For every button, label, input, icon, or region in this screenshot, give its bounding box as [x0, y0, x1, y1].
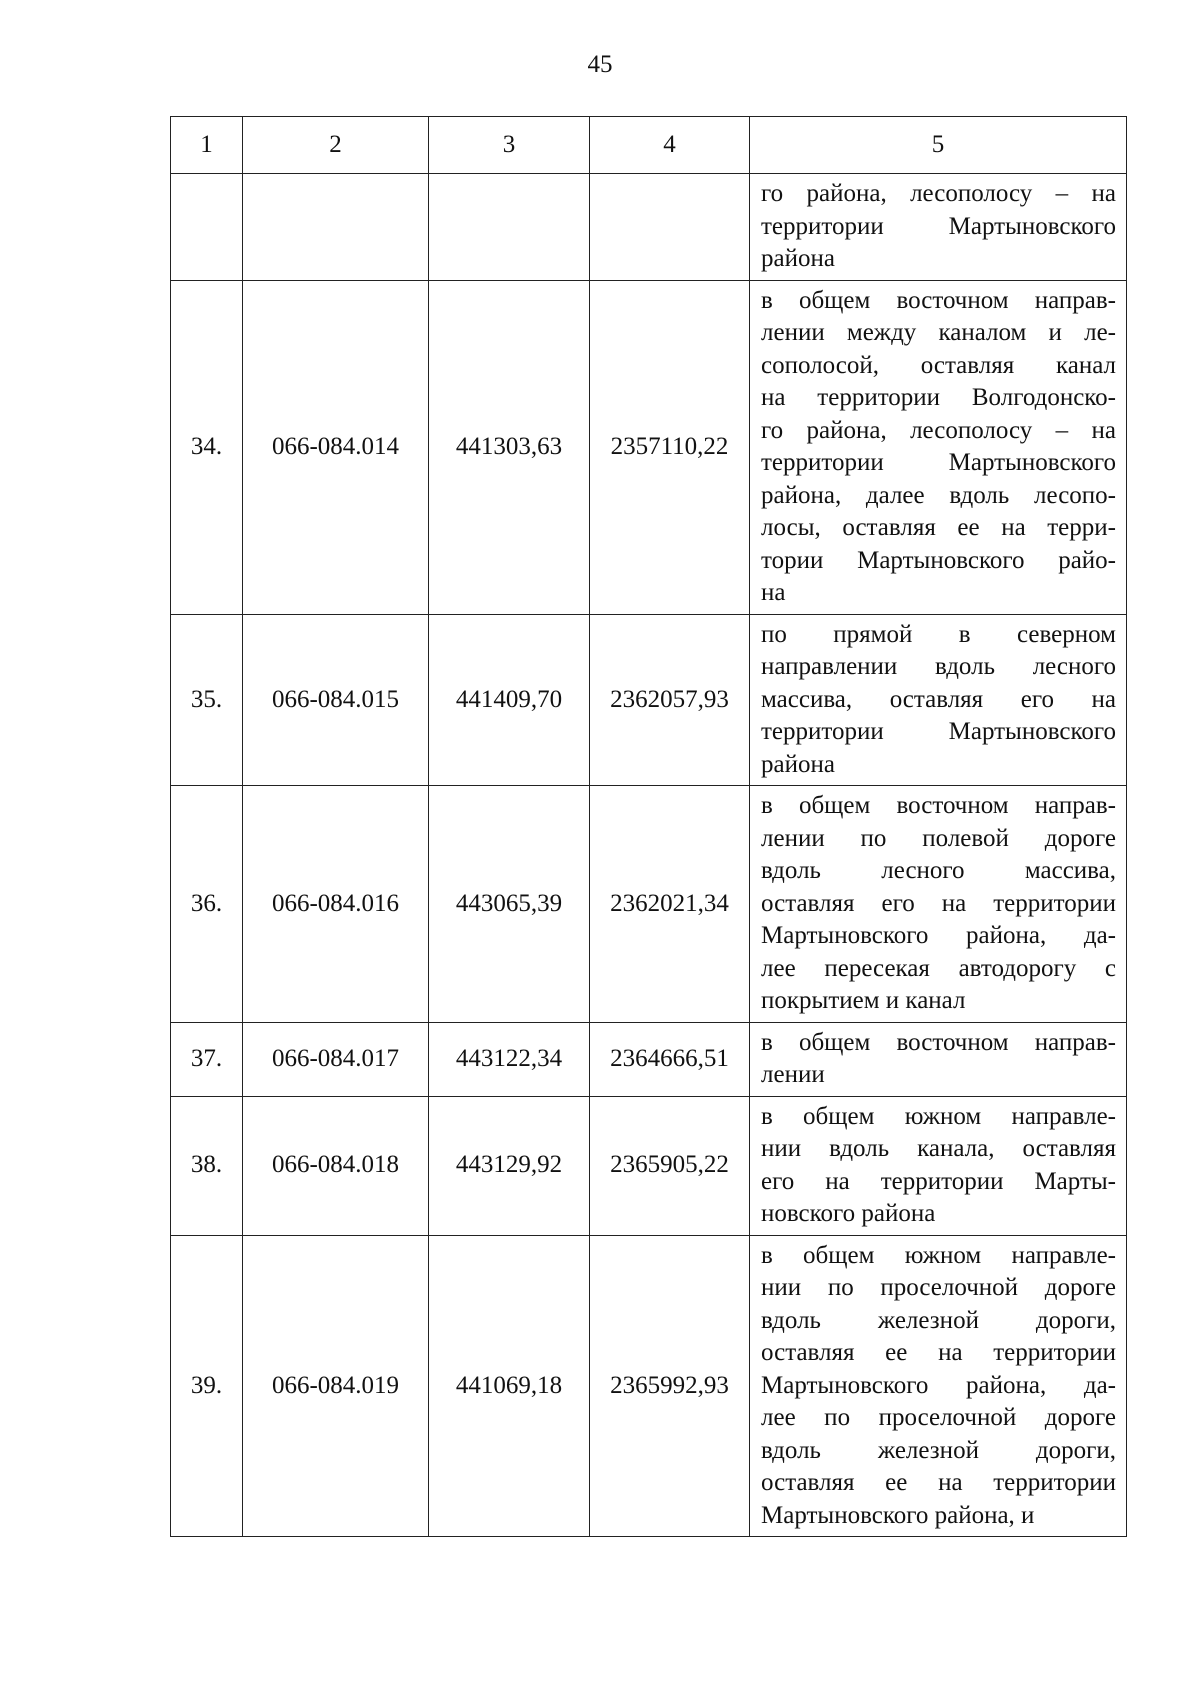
row-number-cell: 39.: [171, 1235, 243, 1537]
x-coordinate-cell: [429, 174, 590, 281]
description-line: в общем восточном направ-: [761, 792, 1116, 819]
row-number-cell: 34.: [171, 280, 243, 614]
point-code-cell: 066-084.019: [243, 1235, 429, 1537]
table-row: [171, 1096, 1127, 1235]
x-coordinate-cell: 443129,92: [429, 1096, 590, 1235]
row-number-cell: 37.: [171, 1022, 243, 1096]
description-line: территории Мартыновского: [761, 212, 1116, 240]
point-code-cell: 066-084.018: [243, 1096, 429, 1235]
description-line: на: [761, 579, 786, 606]
y-coordinate-cell: 2365992,93: [590, 1235, 750, 1537]
table-row: [171, 1235, 1127, 1537]
boundary-description-cell: [750, 614, 1127, 786]
description-line: Мартыновского района, и: [761, 1501, 1035, 1529]
page-number: 45: [587, 51, 613, 78]
description-line: района, далее вдоль лесопо-: [761, 481, 1116, 509]
boundary-description-cell: [750, 174, 1127, 281]
description-line: его на территории Марты-: [761, 1167, 1116, 1195]
description-line: лосы, оставляя ее на терри-: [761, 514, 1116, 541]
description-line: нии по проселочной дороге: [761, 1274, 1116, 1301]
table-row: [171, 280, 1127, 614]
column-header: 2: [243, 117, 429, 174]
boundary-description-cell: [750, 280, 1127, 614]
boundary-description-cell: [750, 786, 1127, 1023]
table-row: [171, 1022, 1127, 1096]
description-line: по прямой в северном: [761, 620, 1116, 648]
description-line: в общем южном направле-: [761, 1241, 1116, 1269]
boundary-points-table: [170, 116, 1127, 1537]
table-row: [171, 786, 1127, 1023]
description-line: нии вдоль канала, оставляя: [761, 1135, 1116, 1162]
description-line: вдоль лесного массива,: [761, 857, 1116, 884]
column-header: 4: [590, 117, 750, 174]
description-line: новского района: [761, 1200, 936, 1227]
description-line: лении по полевой дороге: [761, 824, 1116, 852]
description-line: оставляя его на территории: [761, 889, 1116, 917]
description-line: лении между каналом и ле-: [761, 319, 1116, 346]
point-code-cell: 066-084.015: [243, 614, 429, 786]
description-line: оставляя ее на территории: [761, 1469, 1116, 1496]
row-number-cell: 36.: [171, 786, 243, 1023]
description-line: в общем восточном направ-: [761, 1028, 1116, 1056]
table-row: [171, 614, 1127, 786]
description-line: лее по проселочной дороге: [761, 1404, 1116, 1431]
column-header: 5: [750, 117, 1127, 174]
description-line: территории Мартыновского: [761, 718, 1116, 745]
description-line: лее пересекая автодорогу с: [761, 954, 1116, 982]
y-coordinate-cell: 2357110,22: [590, 280, 750, 614]
boundary-description-cell: [750, 1022, 1127, 1096]
column-header: 1: [171, 117, 243, 174]
description-line: района: [761, 245, 835, 272]
description-line: территории Мартыновского: [761, 449, 1116, 476]
point-code-cell: [243, 174, 429, 281]
y-coordinate-cell: [590, 174, 750, 281]
table-header-row: [171, 117, 1127, 174]
description-line: лении: [761, 1061, 825, 1088]
description-line: направлении вдоль лесного: [761, 653, 1116, 680]
point-code-cell: 066-084.016: [243, 786, 429, 1023]
description-line: оставляя ее на территории: [761, 1339, 1116, 1366]
x-coordinate-cell: 441303,63: [429, 280, 590, 614]
description-line: Мартыновского района, да-: [761, 1371, 1116, 1399]
table-body: [171, 174, 1127, 1537]
description-line: в общем южном направле-: [761, 1102, 1116, 1130]
table-row: [171, 174, 1127, 281]
description-line: сополосой, оставляя канал: [761, 351, 1116, 379]
row-number-cell: 38.: [171, 1096, 243, 1235]
y-coordinate-cell: 2362021,34: [590, 786, 750, 1023]
x-coordinate-cell: 443122,34: [429, 1022, 590, 1096]
x-coordinate-cell: 441409,70: [429, 614, 590, 786]
description-line: го района, лесополосу – на: [761, 416, 1116, 444]
row-number-cell: [171, 174, 243, 281]
x-coordinate-cell: 443065,39: [429, 786, 590, 1023]
description-line: вдоль железной дороги,: [761, 1306, 1116, 1334]
description-line: покрытием и канал: [761, 987, 966, 1014]
description-line: Мартыновского района, да-: [761, 922, 1116, 949]
y-coordinate-cell: 2362057,93: [590, 614, 750, 786]
y-coordinate-cell: 2365905,22: [590, 1096, 750, 1235]
description-line: массива, оставляя его на: [761, 685, 1116, 713]
point-code-cell: 066-084.017: [243, 1022, 429, 1096]
description-line: тории Мартыновского райо-: [761, 546, 1116, 574]
description-line: на территории Волгодонско-: [761, 384, 1116, 411]
x-coordinate-cell: 441069,18: [429, 1235, 590, 1537]
description-line: района: [761, 750, 835, 778]
y-coordinate-cell: 2364666,51: [590, 1022, 750, 1096]
description-line: в общем восточном направ-: [761, 286, 1116, 314]
description-line: го района, лесополосу – на: [761, 180, 1116, 207]
point-code-cell: 066-084.014: [243, 280, 429, 614]
row-number-cell: 35.: [171, 614, 243, 786]
description-line: вдоль железной дороги,: [761, 1436, 1116, 1464]
boundary-description-cell: [750, 1096, 1127, 1235]
column-header: 3: [429, 117, 590, 174]
boundary-description-cell: [750, 1235, 1127, 1537]
